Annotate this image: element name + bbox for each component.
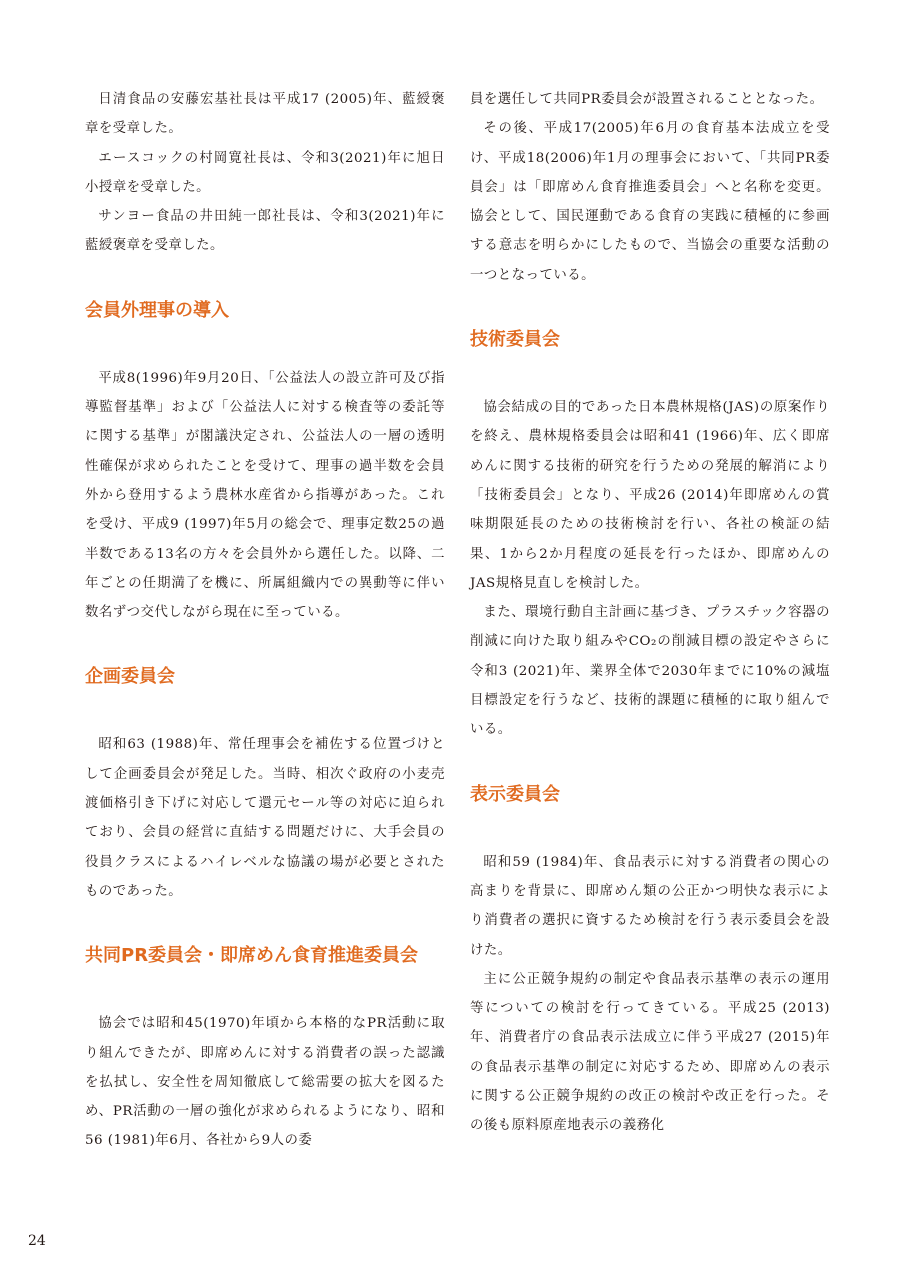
body-paragraph: その後、平成17(2005)年6月の食育基本法成立を受け、平成18(2006)年1月の理事会において、「共同PR委員会」は「即席めん食育推進委員会」へと名称を変更。協会として、国民運動である食育の実践に積極的に参画する意志を明らかにしたもので、当協会の重要な活動の一つとなっている。 — [470, 121, 830, 283]
body-paragraph-continued: 員を選任して共同PR委員会が設置されることとなった。 — [470, 92, 824, 107]
body-paragraph: 協会では昭和45(1970)年頃から本格的なPR活動に取り組んできたが、即席めんに対する消費者の誤った認識を払拭し、安全性を周知徹底して総需要の拡大を図るため、PR活動の一層の強化が求められるようになり、昭和56 (1981)年6月、各社から9人の委 — [85, 1016, 445, 1149]
section-heading-joint-pr-committee: 共同PR委員会・即席めん食育推進委員会 — [85, 945, 419, 967]
section-heading-planning-committee: 企画委員会 — [85, 666, 175, 688]
body-paragraph: 昭和63 (1988)年、常任理事会を補佐する位置づけとして企画委員会が発足した。当時、相次ぐ政府の小麦売渡価格引き下げに対応して還元セール等の対応に迫られており、会員の経営に直結する問題だけに、大手会員の役員クラスによるハイレベルな協議の場が必要とされたものであった。 — [85, 737, 445, 899]
body-paragraph: 主に公正競争規約の制定や食品表示基準の表示の運用等についての検討を行ってきている。平成25 (2013)年、消費者庁の食品表示法成立に伴う平成27 (2015)年の食品表示基準の制定に対応するため、即席めんの表示に関する公正競争規約の改正の検討や改正を行った。その後も原料原産地表示の義務化 — [470, 971, 830, 1134]
right-column — [470, 85, 830, 1141]
body-paragraph: また、環境行動自主計画に基づき、プラスチック容器の削減に向けた取り組みやCO₂の削減目標の設定やさらに令和3 (2021)年、業界全体で2030年までに10%の減塩目標設定を行うなど、技術的課題に積極的に取り組んでいる。 — [470, 605, 830, 738]
section-heading-outside-directors: 会員外理事の導入 — [85, 299, 229, 321]
left-column — [85, 85, 445, 1156]
section-heading-labeling-committee: 表示委員会 — [470, 783, 560, 805]
body-paragraph: 昭和59 (1984)年、食品表示に対する消費者の関心の高まりを背景に、即席めん類の公正かつ明快な表示により消費者の選択に資するため検討を行う表示委員会を設けた。 — [470, 854, 830, 958]
section-heading-technical-committee: 技術委員会 — [470, 329, 560, 351]
body-paragraph: エースコックの村岡寛社長は、令和3(2021)年に旭日小授章を受章した。 — [85, 150, 445, 195]
body-paragraph: 協会結成の目的であった日本農林規格(JAS)の原案作りを終え、農林規格委員会は昭和41 (1966)年、広く即席めんに関する技術的研究を行うための発展的解消により「技術委員会」となり、平成26 (2014)年即席めんの賞味期限延長のための技術検討を行い、各社の検証の結果、1から2か月程度の延長を行ったほか、即席めんのJAS規格見直しを検討した。 — [470, 400, 830, 591]
body-paragraph: 平成8(1996)年9月20日、「公益法人の設立許可及び指導監督基準」および「公益法人に対する検査等の委託等に関する基準」が閣議決定され、公益法人の一層の透明性確保が求められたことを受けて、理事の過半数を会員外から登用するよう農林水産省から指導があった。これを受け、平成9 (1997)年5月の総会で、理事定数25の過半数である13名の方々を会員外から選任した。以降、二年ごとの任期満了を機に、所属組織内での異動等に伴い数名ずつ交代しながら現在に至っている。 — [85, 370, 445, 621]
body-paragraph: サンヨー食品の井田純一郎社長は、令和3(2021)年に藍綬褒章を受章した。 — [85, 209, 445, 254]
body-paragraph: 日清食品の安藤宏基社長は平成17 (2005)年、藍綬褒章を受章した。 — [85, 92, 445, 137]
page-number: 24 — [28, 1233, 46, 1249]
